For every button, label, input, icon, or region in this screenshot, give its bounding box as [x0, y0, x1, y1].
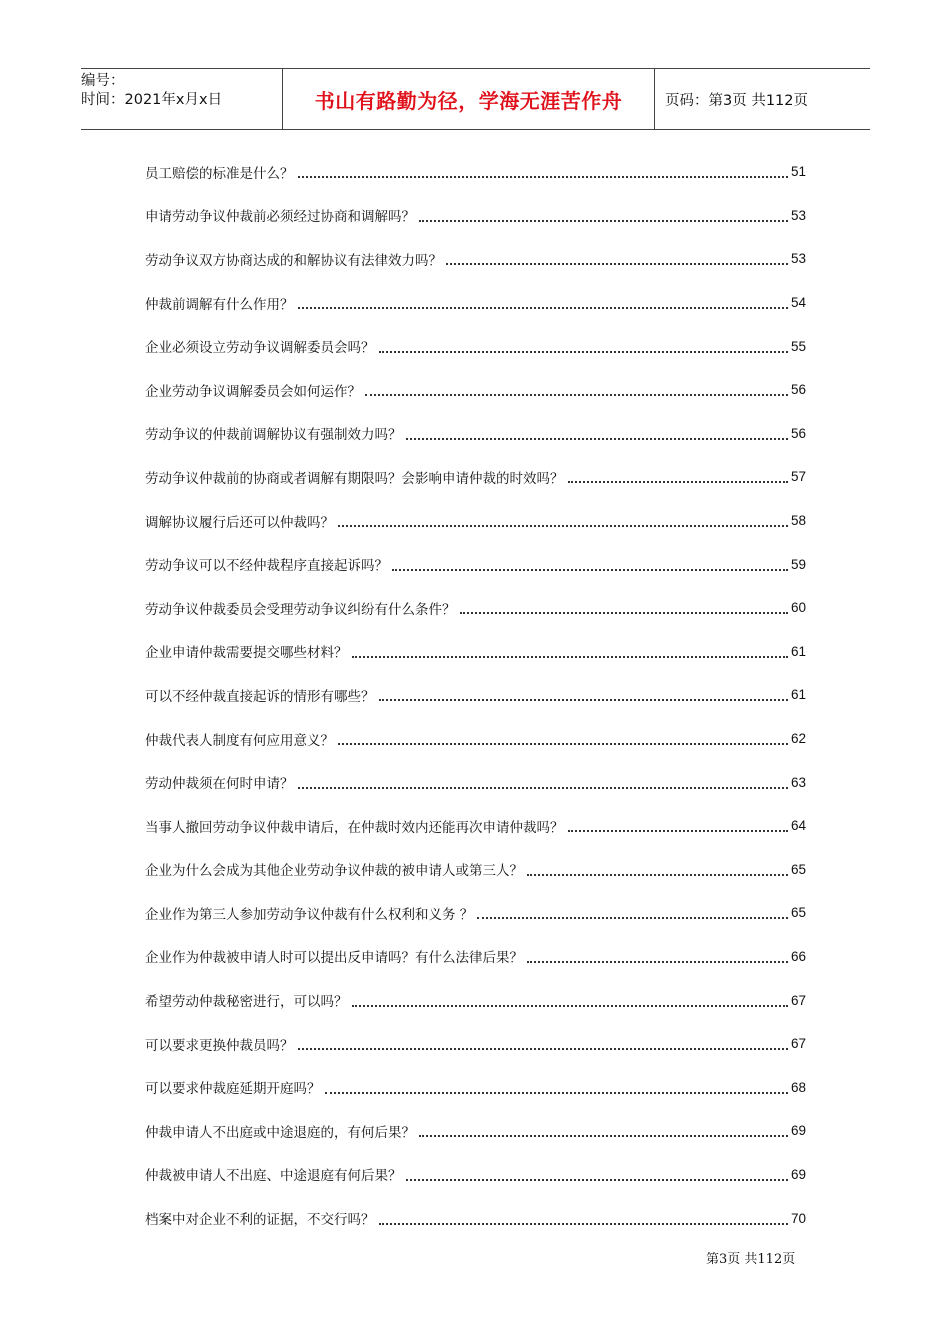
toc-dot-leader [379, 350, 788, 353]
toc-entry[interactable] [145, 717, 806, 761]
toc-entry[interactable] [145, 324, 806, 368]
toc-entry[interactable] [145, 1065, 806, 1109]
toc-entry-page-number: 65 [790, 861, 806, 877]
toc-entry[interactable] [145, 194, 806, 238]
toc-dot-leader [298, 786, 788, 789]
toc-entry[interactable] [145, 891, 806, 935]
toc-entry[interactable] [145, 455, 806, 499]
toc-entry[interactable] [145, 630, 806, 674]
toc-entry-page-number: 54 [790, 295, 806, 311]
toc-entry-page-number: 70 [790, 1210, 806, 1226]
header-motto: 书山有路勤为径，学海无涯苦作舟 [282, 69, 655, 129]
toc-entry[interactable] [145, 978, 806, 1022]
toc-entry-page-number: 69 [790, 1123, 806, 1139]
toc-entry-page-number: 69 [790, 1166, 806, 1182]
toc-entry[interactable] [145, 1109, 806, 1153]
toc-dot-leader [392, 568, 788, 571]
toc-dot-leader [406, 437, 788, 440]
toc-entry-page-number: 66 [790, 948, 806, 964]
toc-dot-leader [406, 1178, 788, 1181]
header-page-label: 页码：第3页 共112页 [665, 92, 809, 109]
toc-dot-leader [298, 175, 788, 178]
toc-dot-leader [460, 611, 788, 614]
toc-entry-page-number: 63 [790, 774, 806, 790]
header-meta [81, 69, 282, 129]
toc-entry-title: 希望劳动仲裁秘密进行，可以吗？ [145, 994, 348, 1011]
toc-entry-page-number: 53 [790, 207, 806, 223]
toc-dot-leader [419, 219, 788, 222]
toc-entry-title: 仲裁被申请人不出庭、中途退庭有何后果？ [145, 1168, 402, 1185]
toc-dot-leader [338, 524, 788, 527]
page-header [81, 68, 870, 130]
toc-entry[interactable] [145, 848, 806, 892]
toc-entry-page-number: 67 [790, 1036, 806, 1052]
toc-entry-title: 劳动争议仲裁前的协商或者调解有期限吗？会影响申请仲裁的时效吗？ [145, 470, 564, 487]
toc-dot-leader [568, 829, 788, 832]
toc-entry[interactable] [145, 368, 806, 412]
toc-entry-page-number: 53 [790, 251, 806, 267]
toc-entry-title: 企业申请仲裁需要提交哪些材料？ [145, 645, 348, 662]
toc-entry-title: 劳动争议的仲裁前调解协议有强制效力吗？ [145, 427, 402, 444]
toc-entry-page-number: 62 [790, 731, 806, 747]
table-of-contents [145, 150, 806, 1240]
toc-dot-leader [527, 873, 788, 876]
toc-entry-page-number: 56 [790, 382, 806, 398]
toc-entry-title: 劳动争议仲裁委员会受理劳动争议纠纷有什么条件？ [145, 601, 456, 618]
toc-entry-page-number: 55 [790, 338, 806, 354]
toc-entry[interactable] [145, 935, 806, 979]
toc-entry-page-number: 58 [790, 513, 806, 529]
toc-dot-leader [419, 1134, 788, 1137]
toc-entry-title: 劳动争议可以不经仲裁程序直接起诉吗？ [145, 558, 388, 575]
toc-dot-leader [325, 1091, 788, 1094]
toc-dot-leader [338, 742, 788, 745]
toc-entry[interactable] [145, 1153, 806, 1197]
toc-entry[interactable] [145, 237, 806, 281]
toc-entry-page-number: 61 [790, 643, 806, 659]
toc-entry-page-number: 57 [790, 469, 806, 485]
toc-entry-page-number: 51 [790, 164, 806, 180]
toc-entry-title: 企业劳动争议调解委员会如何运作？ [145, 383, 361, 400]
toc-dot-leader [446, 262, 788, 265]
toc-entry-page-number: 65 [790, 905, 806, 921]
toc-entry-page-number: 64 [790, 818, 806, 834]
toc-entry-page-number: 61 [790, 687, 806, 703]
toc-entry[interactable] [145, 499, 806, 543]
toc-dot-leader [352, 1004, 788, 1007]
toc-entry-title: 可以要求更换仲裁员吗？ [145, 1037, 294, 1054]
document-date-label: 时间：2021年x月x日 [81, 92, 223, 108]
toc-entry-page-number: 59 [790, 556, 806, 572]
toc-entry-title: 企业必须设立劳动争议调解委员会吗？ [145, 340, 375, 357]
toc-entry[interactable] [145, 542, 806, 586]
toc-dot-leader [352, 655, 788, 658]
toc-dot-leader [298, 306, 788, 309]
toc-dot-leader [568, 480, 788, 483]
toc-dot-leader [298, 1047, 788, 1050]
toc-entry-title: 仲裁前调解有什么作用？ [145, 296, 294, 313]
toc-entry[interactable] [145, 281, 806, 325]
toc-dot-leader [477, 916, 788, 919]
toc-entry[interactable] [145, 804, 806, 848]
toc-entry-title: 员工赔偿的标准是什么？ [145, 165, 294, 182]
toc-entry-title: 申请劳动争议仲裁前必须经过协商和调解吗？ [145, 209, 415, 226]
toc-entry-title: 企业作为仲裁被申请人时可以提出反申请吗？有什么法律后果？ [145, 950, 523, 967]
toc-entry-title: 劳动仲裁须在何时申请？ [145, 776, 294, 793]
toc-dot-leader [527, 960, 788, 963]
toc-dot-leader [365, 393, 788, 396]
page-footer: 第3页 共112页 [706, 1252, 796, 1267]
toc-entry[interactable] [145, 586, 806, 630]
toc-entry[interactable] [145, 150, 806, 194]
toc-dot-leader [379, 1222, 788, 1225]
toc-entry-page-number: 67 [790, 992, 806, 1008]
toc-entry[interactable] [145, 673, 806, 717]
toc-entry-page-number: 60 [790, 600, 806, 616]
toc-dot-leader [379, 698, 788, 701]
toc-entry-title: 档案中对企业不利的证据，不交行吗？ [145, 1212, 375, 1229]
toc-entry-page-number: 68 [790, 1079, 806, 1095]
toc-entry-title: 当事人撤回劳动争议仲裁申请后，在仲裁时效内还能再次申请仲裁吗？ [145, 819, 564, 836]
toc-entry-title: 仲裁申请人不出庭或中途退庭的，有何后果？ [145, 1124, 415, 1141]
toc-entry-title: 企业为什么会成为其他企业劳动争议仲裁的被申请人或第三人？ [145, 863, 523, 880]
toc-entry[interactable] [145, 412, 806, 456]
toc-entry-title: 劳动争议双方协商达成的和解协议有法律效力吗？ [145, 252, 442, 269]
toc-entry-page-number: 56 [790, 425, 806, 441]
toc-entry-title: 可以要求仲裁庭延期开庭吗？ [145, 1081, 321, 1098]
toc-entry-title: 企业作为第三人参加劳动争议仲裁有什么权利和义务 ？ [145, 906, 474, 923]
toc-entry[interactable] [145, 1022, 806, 1066]
toc-entry[interactable] [145, 760, 806, 804]
toc-entry-title: 调解协议履行后还可以仲裁吗？ [145, 514, 334, 531]
toc-entry[interactable] [145, 1196, 806, 1240]
document-number-label: 编号： [81, 73, 125, 89]
toc-entry-title: 仲裁代表人制度有何应用意义？ [145, 732, 334, 749]
toc-entry-title: 可以不经仲裁直接起诉的情形有哪些？ [145, 688, 375, 705]
